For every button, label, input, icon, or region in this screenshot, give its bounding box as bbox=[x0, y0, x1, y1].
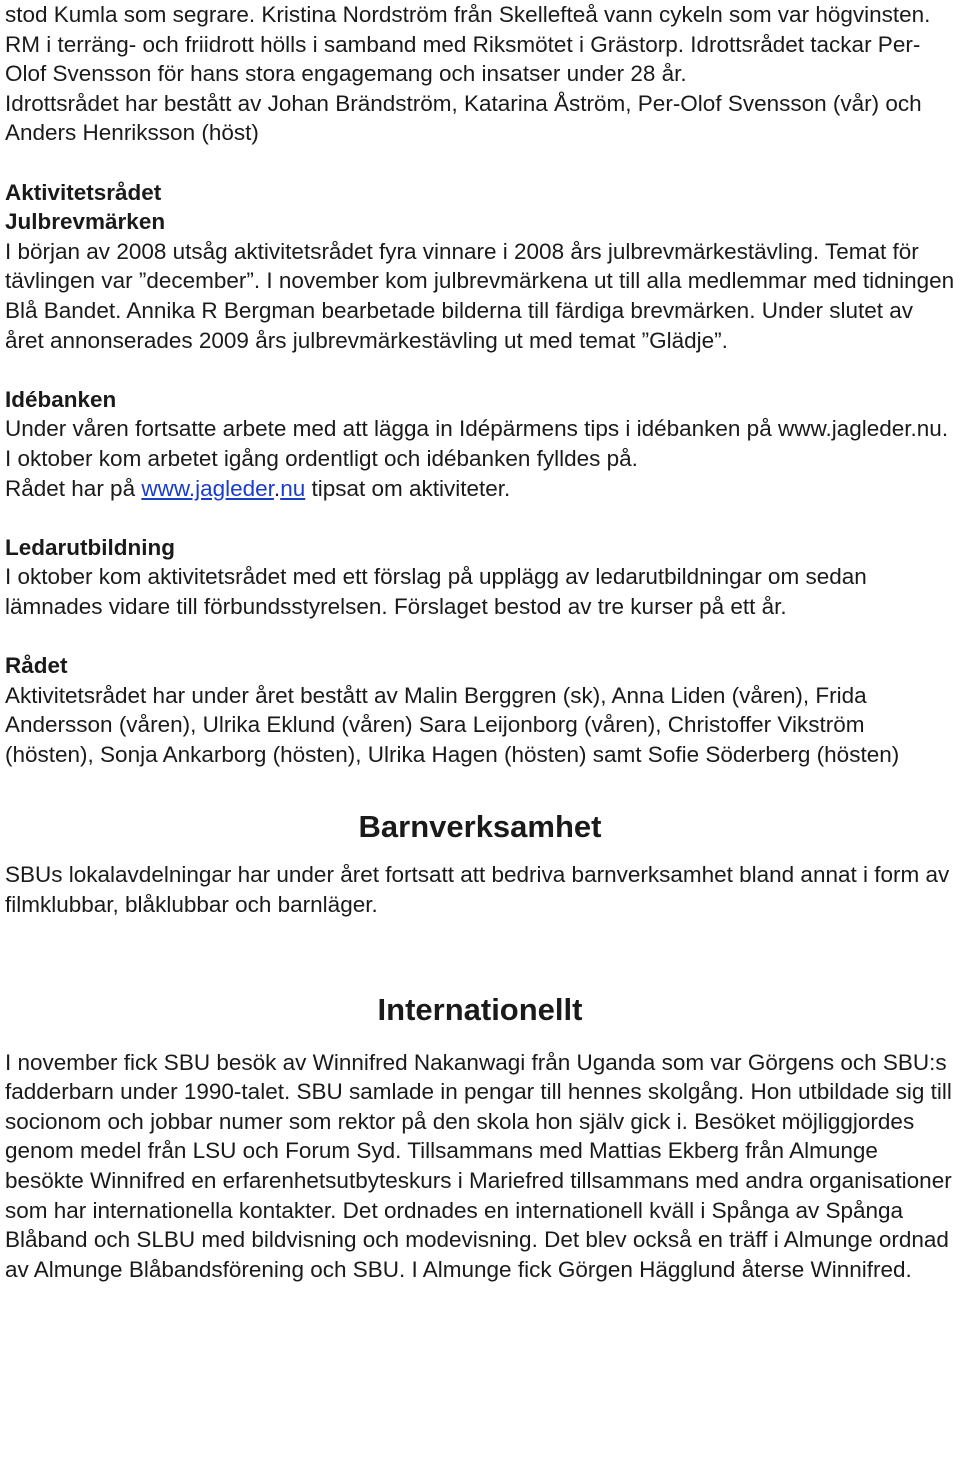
intro-paragraph-2: Idrottsrådet har bestått av Johan Brändström, Katarina Åström, Per-Olof Svensson (vår) och Anders Henriksson (höst) bbox=[5, 90, 922, 146]
intro-paragraph-1: stod Kumla som segrare. Kristina Nordström från Skellefteå vann cykeln som var högvinsten. RM i terräng- och friidrott hölls i samband med Riksmötet i Grästorp. Idrottsrådet tackar Per-Olof Svensson för hans stora engagemang och insatser under 28 år. bbox=[5, 2, 931, 87]
spacer bbox=[5, 148, 955, 178]
spacer bbox=[5, 503, 955, 533]
radet-heading: Rådet bbox=[5, 653, 68, 679]
radet-text: Aktivitetsrådet har under året bestått av Malin Berggren (sk), Anna Liden (våren), Frida Andersson (våren), Ulrika Eklund (våren) Sara Leijonborg (våren), Christoffer Vikström (hösten), Sonja Ankarborg (hösten), Ulrika Hagen (hösten) samt Sofie Söderberg (hösten) bbox=[5, 682, 900, 767]
internationellt-text: I november fick SBU besök av Winnifred Nakanwagi från Uganda som var Görgens och SBU:s fadderbarn under 1990-talet. SBU samlade in pengar till hennes skolgång. Hon utbildade sig till socionom och jobbar numer som rektor på den skola hon själv gick i. Besöket möjliggjordes genom medel från LSU och Forum Syd. Tillsammans med Mattias Ekberg från Almunge besökte Winnifred en erfarenhetsutbyteskurs i Mariefred tillsammans med andra organisationer som har internationella kontakter. Det ordnades en internationell kväll i Spånga av Spånga Blåband och SLBU med bildvisning och modevisning. Det blev också en träff i Almunge ordnad av Almunge Blåbandsförening och SBU. I Almunge fick Görgen Hägglund återse Winnifred. bbox=[5, 1049, 952, 1282]
spacer bbox=[5, 1028, 955, 1048]
internationellt-heading: Internationellt bbox=[377, 991, 583, 1027]
idebanken-text-2 bbox=[5, 474, 955, 504]
idebanken-text: Under våren fortsatte arbete med att lägga in Idépärmens tips i idébanken på www.jagleder.nu. I oktober kom arbetet igång ordentligt och idébanken fylldes på. bbox=[5, 416, 949, 471]
jagleder-link-dot: . bbox=[273, 475, 281, 501]
jagleder-link-part-a: www.jagleder bbox=[141, 475, 274, 501]
aktivitetsradet-heading: Aktivitetsrådet bbox=[5, 179, 162, 205]
spacer bbox=[5, 920, 955, 992]
julbrevmarken-heading: Julbrevmärken bbox=[5, 209, 166, 235]
idebanken-heading: Idébanken bbox=[5, 386, 117, 412]
julbrevmarken-text: I början av 2008 utsåg aktivitetsrådet fyra vinnare i 2008 års julbrevmärkestävling. Temat för tävlingen var ”december”. I november kom julbrevmärkena ut till alla medlemmar med tidningen Blå Bandet. Annika R Bergman bearbetade bilderna till färdiga brevmärken. Under slutet av året annonserades 2009 års julbrevmärkestävling ut med temat ”Glädje”. bbox=[5, 238, 955, 353]
spacer bbox=[5, 845, 955, 860]
spacer bbox=[5, 355, 955, 385]
jagleder-link[interactable] bbox=[141, 476, 274, 501]
barnverksamhet-heading: Barnverksamhet bbox=[358, 809, 602, 845]
idebanken-text-2-post: tipsat om aktiviteter. bbox=[305, 475, 511, 501]
ledarutbildning-heading: Ledarutbildning bbox=[5, 534, 175, 560]
jagleder-link-nu[interactable] bbox=[280, 476, 305, 501]
barnverksamhet-text: SBUs lokalavdelningar har under året fortsatt att bedriva barnverksamhet bland annat i form av filmklubbar, blåklubbar och barnläger. bbox=[5, 862, 950, 918]
spacer bbox=[5, 621, 955, 651]
jagleder-link-part-b: nu bbox=[280, 475, 306, 501]
ledarutbildning-text: I oktober kom aktivitetsrådet med ett förslag på upplägg av ledarutbildningar om sedan lämnades vidare till förbundsstyrelsen. Förslaget bestod av tre kurser på ett år. bbox=[5, 564, 867, 619]
idebanken-text-2-pre: Rådet har på bbox=[5, 475, 142, 501]
spacer bbox=[5, 769, 955, 809]
